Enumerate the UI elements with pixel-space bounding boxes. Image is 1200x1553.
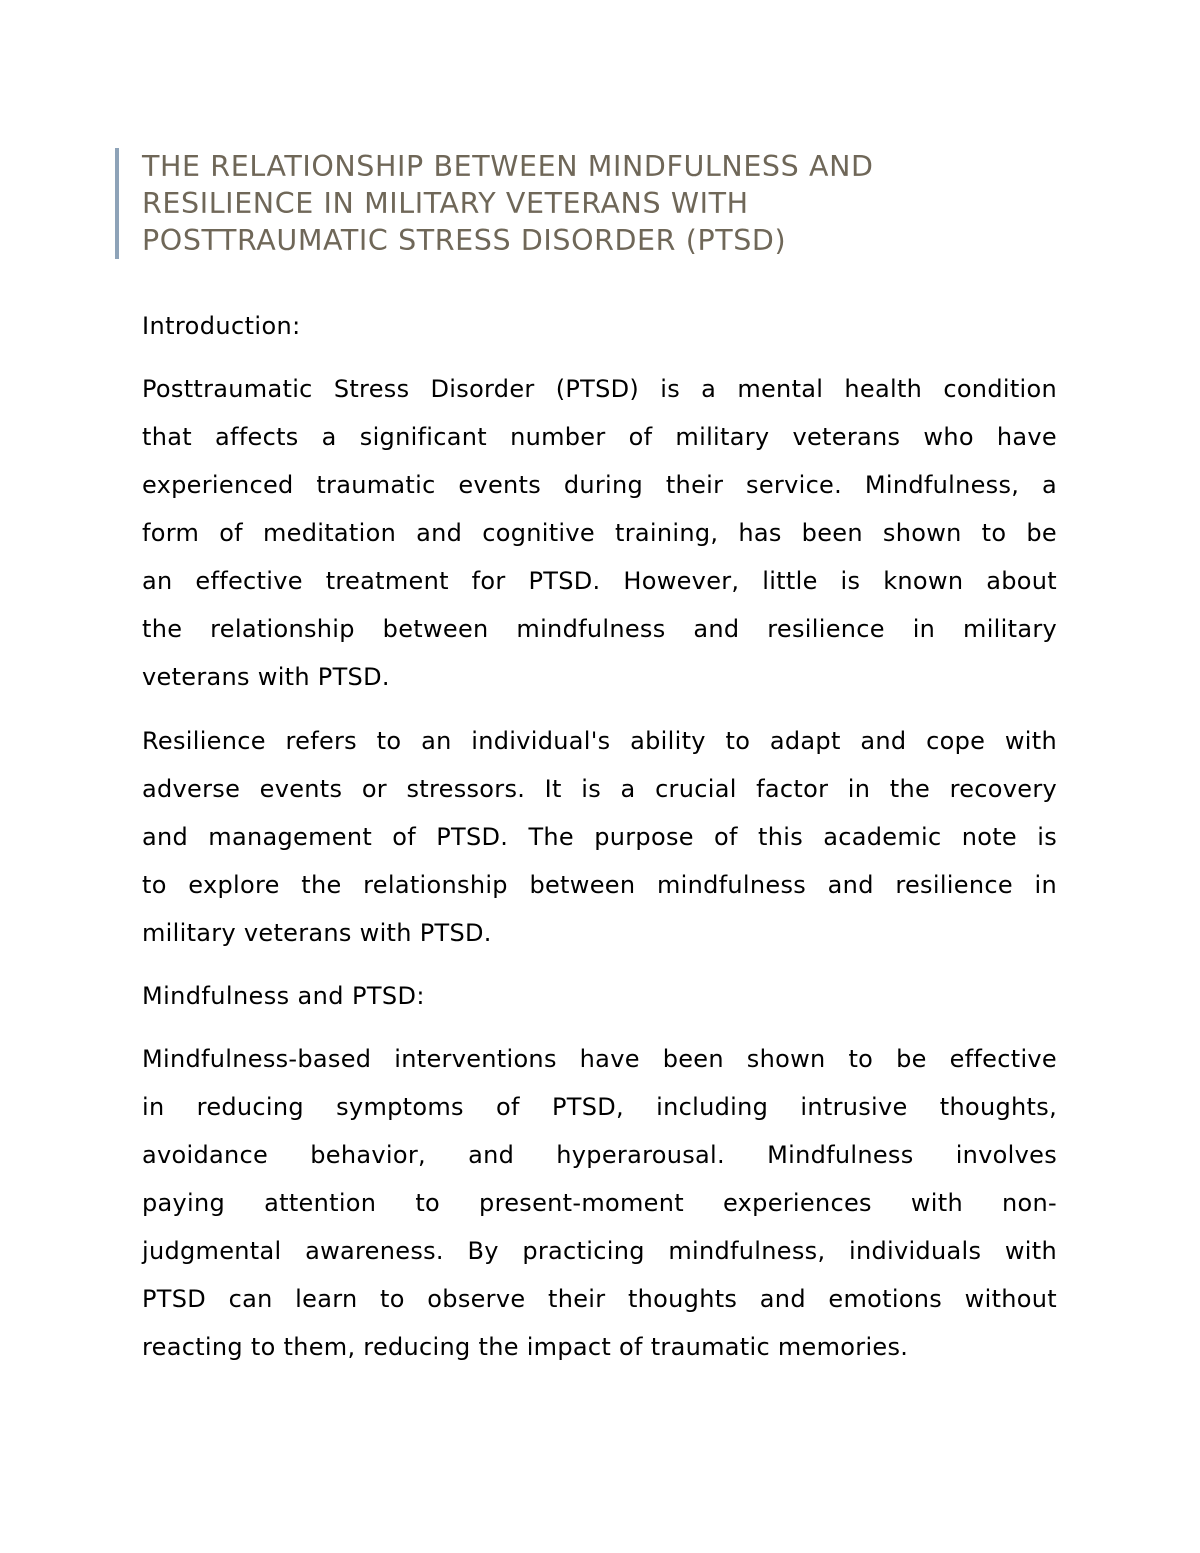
text-line: veterans with PTSD.	[142, 663, 390, 691]
text-line: Resilience refers to an individual's ability to adapt and cope with	[142, 727, 1057, 755]
text-line: and management of PTSD. The purpose of this academic note is	[142, 823, 1057, 851]
section-heading-mindfulness-ptsd: Mindfulness and PTSD:	[142, 982, 425, 1010]
paragraph-intro-1	[142, 365, 1057, 701]
text-line: Mindfulness-based interventions have been shown to be effective	[142, 1045, 1057, 1073]
text-line: to explore the relationship between mindfulness and resilience in	[142, 871, 1057, 899]
text-line: paying attention to present-moment experiences with non-	[142, 1189, 1057, 1217]
title-block	[115, 148, 1075, 259]
title-line: POSTTRAUMATIC STRESS DISORDER (PTSD)	[142, 224, 787, 257]
text-line: an effective treatment for PTSD. However, little is known about	[142, 567, 1057, 595]
text-line: judgmental awareness. By practicing mindfulness, individuals with	[142, 1237, 1057, 1265]
text-line: adverse events or stressors. It is a crucial factor in the recovery	[142, 775, 1057, 803]
title-line: THE RELATIONSHIP BETWEEN MINDFULNESS AND	[142, 150, 874, 183]
document-title	[142, 148, 1062, 259]
text-line: avoidance behavior, and hyperarousal. Mindfulness involves	[142, 1141, 1057, 1169]
paragraph-mindfulness-1	[142, 1035, 1057, 1371]
text-line: in reducing symptoms of PTSD, including intrusive thoughts,	[142, 1093, 1057, 1121]
paragraph-intro-2	[142, 717, 1057, 957]
text-line: the relationship between mindfulness and resilience in military	[142, 615, 1057, 643]
section-heading-introduction: Introduction:	[142, 312, 301, 340]
text-line: that affects a significant number of military veterans who have	[142, 423, 1057, 451]
text-line: reacting to them, reducing the impact of traumatic memories.	[142, 1333, 909, 1361]
text-line: PTSD can learn to observe their thoughts and emotions without	[142, 1285, 1057, 1313]
text-line: military veterans with PTSD.	[142, 919, 492, 947]
title-line: RESILIENCE IN MILITARY VETERANS WITH	[142, 187, 749, 220]
text-line: Posttraumatic Stress Disorder (PTSD) is a mental health condition	[142, 375, 1057, 403]
text-line: form of meditation and cognitive training, has been shown to be	[142, 519, 1057, 547]
text-line: experienced traumatic events during their service. Mindfulness, a	[142, 471, 1057, 499]
